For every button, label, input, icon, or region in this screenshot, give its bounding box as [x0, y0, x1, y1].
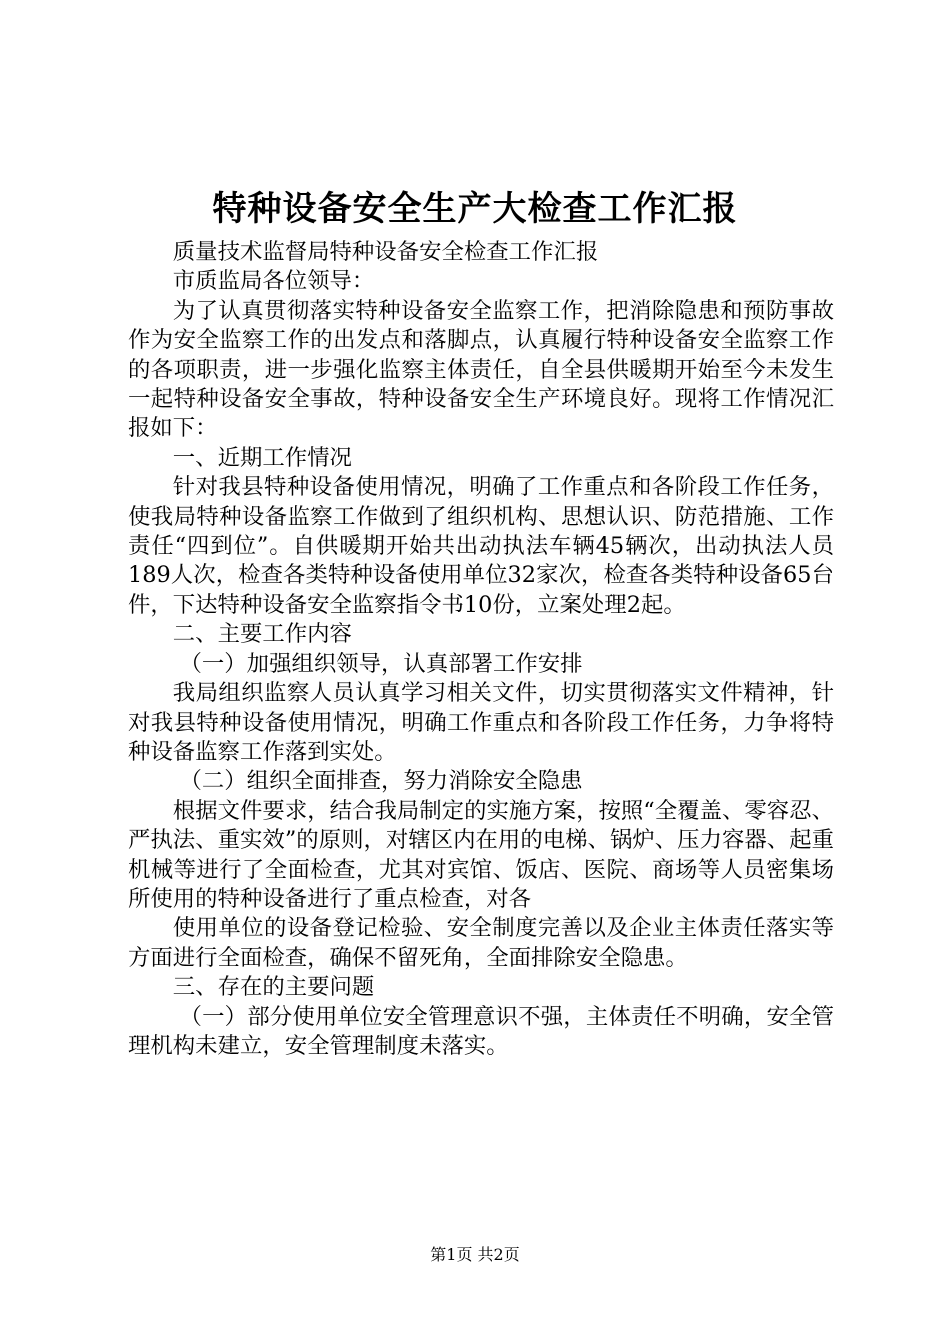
paragraph-intro: 为了认真贯彻落实特种设备安全监察工作，把消除隐患和预防事故作为安全监察工作的出发点和落脚点，认真履行特种设备安全监察工作的各项职责，进一步强化监察主体责任，自全县供暖期开始至今未发生一起特种设备安全事故，特种设备安全生产环境良好。现将工作情况汇报如下： — [128, 297, 834, 442]
subheading-2-1: （一）加强组织领导，认真部署工作安排 — [179, 650, 583, 677]
paragraph-inspection: 根据文件要求，结合我局制定的实施方案，按照“全覆盖、零容忍、严执法、重实效”的原则，对辖区内在用的电梯、锅炉、压力容器、起重机械等进行了全面检查，尤其对宾馆、饭店、医院、商场等人员密集场所使用的特种设备进行了重点检查，对各 — [128, 797, 834, 912]
paragraph-organization: 我局组织监察人员认真学习相关文件，切实贯彻落实文件精神，针对我县特种设备使用情况，明确工作重点和各阶段工作任务，力争将特种设备监察工作落到实处。 — [128, 680, 834, 765]
section-heading-3: 三、存在的主要问题 — [172, 974, 375, 1001]
page-number: 第1页 共2页 — [430, 1245, 520, 1264]
section-heading-1: 一、近期工作情况 — [172, 444, 352, 471]
paragraph-salutation: 市质监局各位领导： — [172, 268, 375, 295]
paragraph-subtitle: 质量技术监督局特种设备安全检查工作汇报 — [172, 239, 599, 265]
document-body — [128, 238, 834, 1061]
paragraph-recent-work: 针对我县特种设备使用情况，明确了工作重点和各阶段工作任务，使我局特种设备监察工作做到了组织机构、思想认识、防范措施、工作责任“四到位”。自供暖期开始共出动执法车辆45辆次，出动执法人员189人次，检查各类特种设备使用单位32家次，检查各类特种设备65台件，下达特种设备安全监察指令书10份，立案处理2起。 — [128, 474, 834, 618]
document-title: 特种设备安全生产大检查工作汇报 — [212, 189, 738, 229]
section-heading-2: 二、主要工作内容 — [172, 621, 352, 648]
paragraph-inspection-continued: 使用单位的设备登记检验、安全制度完善以及企业主体责任落实等方面进行全面检查，确保不留死角，全面排除安全隐患。 — [128, 915, 834, 971]
subheading-2-2: （二）组织全面排查，努力消除安全隐患 — [179, 768, 583, 795]
paragraph-problem-1: （一）部分使用单位安全管理意识不强，主体责任不明确，安全管理机构未建立，安全管理制度未落实。 — [128, 1003, 834, 1059]
